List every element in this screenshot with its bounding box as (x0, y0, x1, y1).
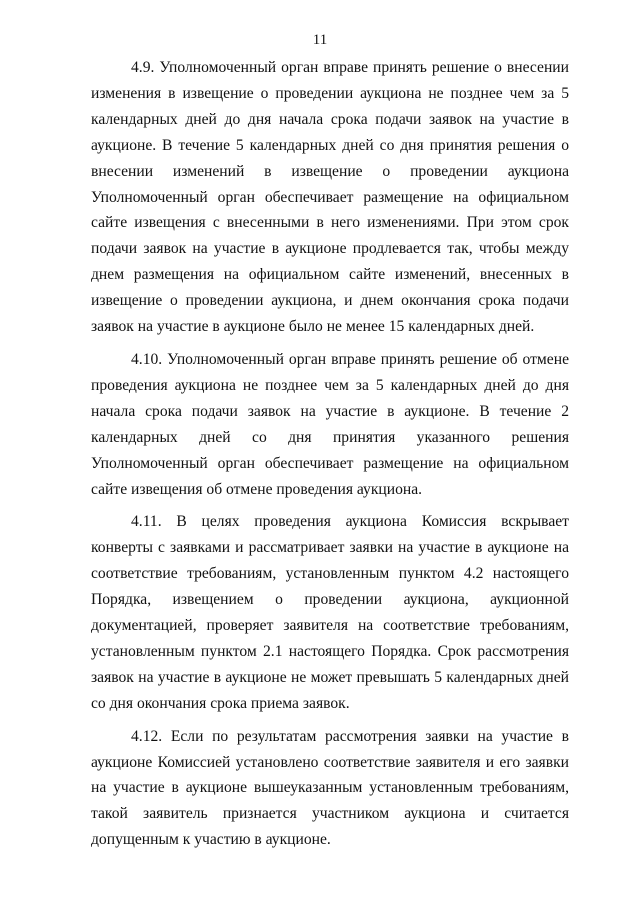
paragraph-4-9: 4.9. Уполномоченный орган вправе принять решение о внесении изменения в извещение о проведении аукциона не позднее чем за 5 календарных дней до дня начала срока подачи заявок на участие в аукционе. В течение 5 календарных дней со дня принятия решения о внесении изменений в извещение о проведении аукциона Уполномоченный орган обеспечивает размещение на официальном сайте извещения с внесенными в него изменениями. При этом срок подачи заявок на участие в аукционе продлевается так, чтобы между днем размещения на официальном сайте изменений, внесенных в извещение о проведении аукциона, и днем окончания срока подачи заявок на участие в аукционе было не менее 15 календарных дней. (91, 59, 569, 336)
paragraph-4-11: 4.11. В целях проведения аукциона Комиссия вскрывает конверты с заявками и рассматривает заявки на участие в аукционе на соответствие требованиям, установленным пунктом 4.2 настоящего Порядка, извещением о проведении аукциона, аукционной документацией, проверяет заявителя на соответствие требованиям, установленным пунктом 2.1 настоящего Порядка. Срок рассмотрения заявок на участие в аукционе не может превышать 5 календарных дней со дня окончания срока приема заявок. (91, 513, 569, 712)
page-number: 11 (312, 32, 328, 48)
paragraph-4-12: 4.12. Если по результатам рассмотрения заявки на участие в аукционе Комиссией установлено соответствие заявителя и его заявки на участие в аукционе вышеуказанным установленным требованиям, такой заявитель признается участником аукциона и считается допущенным к участию в аукционе. (91, 727, 569, 849)
paragraph-4-10: 4.10. Уполномоченный орган вправе принять решение об отмене проведения аукциона не позднее чем за 5 календарных дней до дня начала срока подачи заявок на участие в аукционе. В течение 2 календарных дней со дня принятия указанного решения Уполномоченный орган обеспечивает размещение на официальном сайте извещения об отмене проведения аукциона. (91, 350, 569, 498)
document-body (91, 55, 569, 853)
